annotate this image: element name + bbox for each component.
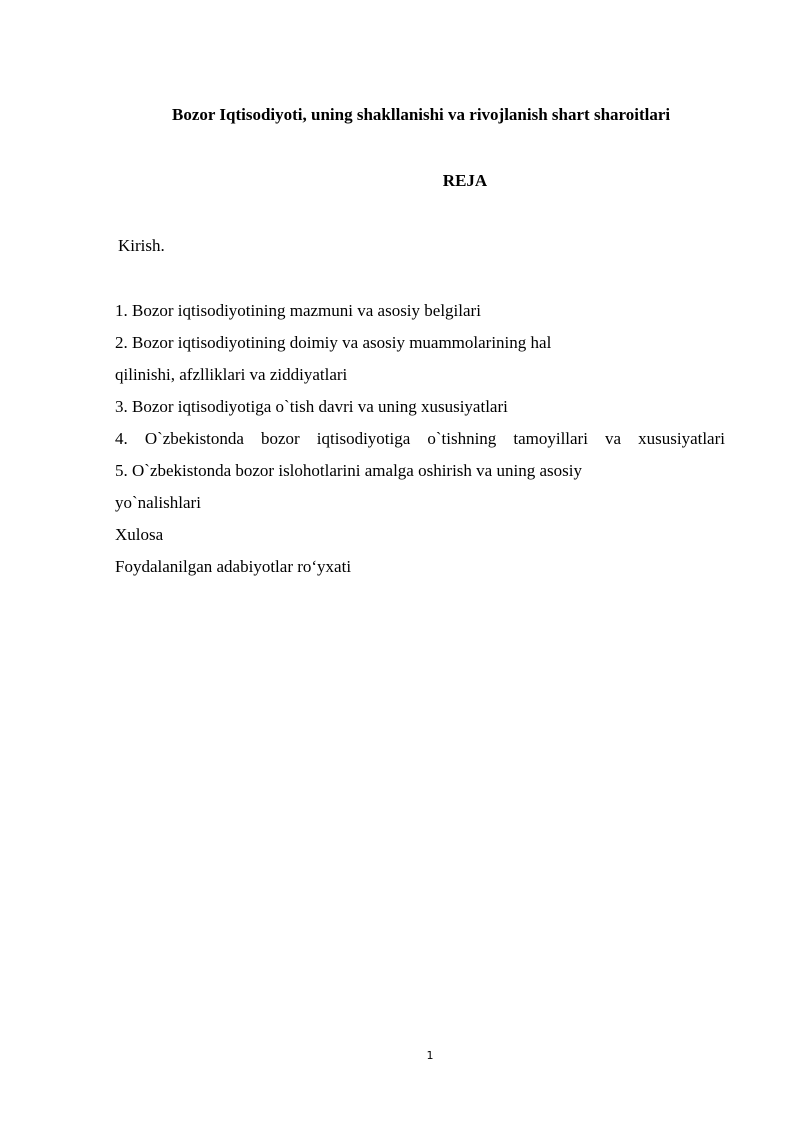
plan-item-3: 3. Bozor iqtisodiyotiga o`tish davri va uning xususiyatlari bbox=[115, 397, 508, 416]
plan-item-4: 4. O`zbekistonda bozor iqtisodiyotiga o`tishning tamoyillari va xususiyatlari bbox=[115, 429, 725, 448]
plan-item-5: 5. O`zbekistonda bozor islohotlarini amalga oshirish va uning asosiy bbox=[115, 461, 582, 480]
plan-list bbox=[115, 300, 725, 588]
plan-item-1: 1. Bozor iqtisodiyotining mazmuni va asosiy belgilari bbox=[115, 301, 481, 320]
plan-heading: REJA bbox=[442, 171, 488, 190]
page-number: 1 bbox=[426, 1049, 434, 1062]
intro-item: Kirish. bbox=[118, 236, 165, 255]
document-title: Bozor Iqtisodiyoti, uning shakllanishi va rivojlanish shart sharoitlari bbox=[172, 105, 671, 124]
plan-item-2: 2. Bozor iqtisodiyotining doimiy va asosiy muammolarining hal bbox=[115, 333, 552, 352]
plan-item-references: Foydalanilgan adabiyotlar ro‘yxati bbox=[115, 557, 352, 576]
plan-item-conclusion: Xulosa bbox=[115, 525, 164, 544]
plan-item-5-continued: yo`nalishlari bbox=[115, 493, 201, 512]
plan-item-2-continued: qilinishi, afzlliklari va ziddiyatlari bbox=[115, 365, 348, 384]
